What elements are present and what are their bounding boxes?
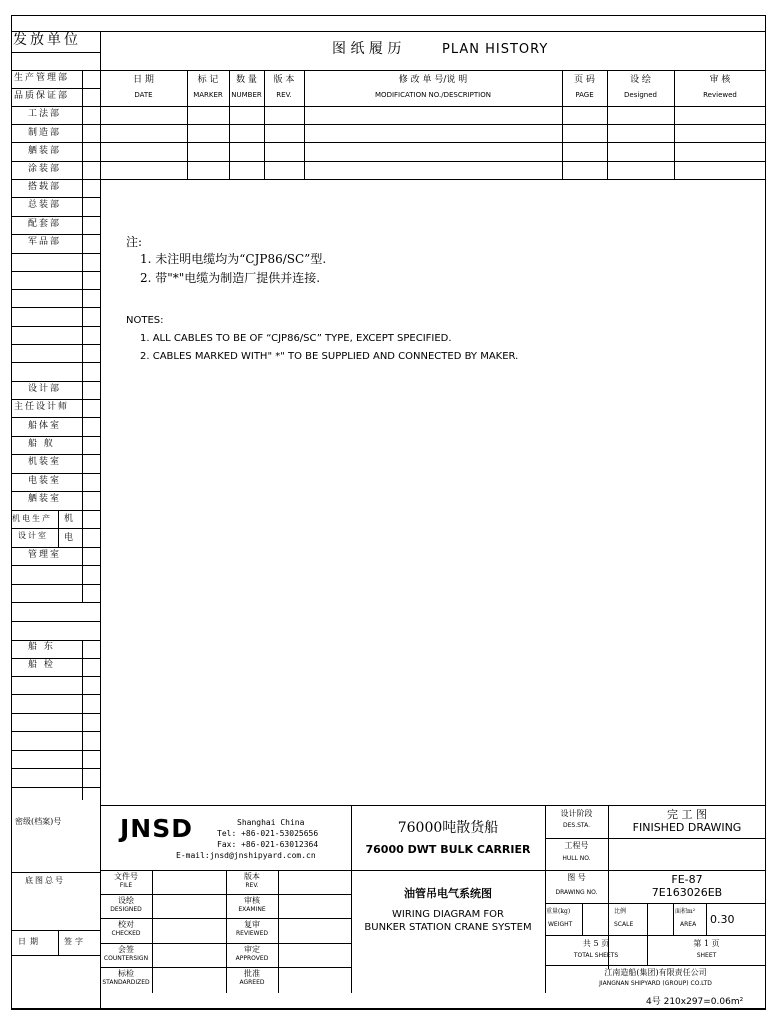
company-fax: Fax: +86-021-63012364 bbox=[217, 840, 319, 849]
jdsc-left-label-1: 机电生产 bbox=[12, 514, 52, 523]
company-name-en: JIANGNAN SHIPYARD (GROUP) CO.LTD bbox=[599, 980, 712, 987]
sig-row-2-left-cn: 校对 bbox=[118, 920, 134, 929]
date-label: 日期 bbox=[18, 937, 42, 946]
notes-en-item-1: 1. ALL CABLES TO BE OF “CJP86/SC” TYPE, EXCEPT SPECIFIED. bbox=[140, 333, 452, 344]
plan-history-col-en-5: PAGE bbox=[575, 91, 594, 99]
sig-row-1-right-en: EXAMINE bbox=[238, 906, 266, 913]
design-department-label-4: 机装室 bbox=[28, 457, 62, 468]
company-logo: JNSD bbox=[120, 814, 193, 843]
plan-history-col-cn-5: 页 码 bbox=[574, 75, 595, 85]
sig-row-1-left-en: DESIGNED bbox=[110, 906, 142, 913]
department-label-1: 品质保证部 bbox=[14, 91, 70, 102]
plan-history-col-en-7: Reviewed bbox=[703, 91, 737, 99]
notes-cn-heading: 注: bbox=[126, 235, 143, 249]
scale-en: SCALE bbox=[614, 921, 634, 928]
drawing-title-en-1: WIRING DIAGRAM FOR bbox=[392, 909, 504, 920]
jdsc-left-label-2: 设计室 bbox=[18, 531, 48, 540]
notes-cn-item-2: 2. 带"*"电缆为制造厂提供并连接. bbox=[140, 271, 321, 285]
plan-history-col-cn-2: 数 量 bbox=[236, 75, 257, 85]
plan-history-col-cn-1: 标 记 bbox=[197, 75, 219, 85]
signature-label: 签字 bbox=[64, 937, 86, 946]
total-sheets-en: TOTAL SHEETS bbox=[573, 952, 619, 959]
sig-row-3-left-en: COUNTERSIGN bbox=[103, 955, 149, 962]
department-label-0: 生产管理部 bbox=[14, 73, 70, 83]
jdsc-right-label-1: 机 bbox=[64, 514, 76, 524]
paper-size: 4号 210x297=0.06m² bbox=[646, 997, 744, 1007]
scale-cn: 比例 bbox=[614, 908, 627, 915]
sig-row-0-left-cn: 文件号 bbox=[114, 872, 138, 881]
stage-en: FINISHED DRAWING bbox=[632, 821, 742, 834]
sig-row-4-right-cn: 批准 bbox=[244, 969, 260, 978]
sig-row-3-right-cn: 审定 bbox=[244, 945, 260, 954]
company-email: E-mail:jnsd@jnshipyard.com.cn bbox=[176, 851, 316, 860]
department-label-4: 舾装部 bbox=[28, 145, 62, 156]
sig-row-0-left-en: FILE bbox=[119, 882, 133, 889]
plan-history-col-en-1: MARKER bbox=[193, 91, 223, 99]
hull-no-en: HULL NO. bbox=[562, 855, 591, 862]
plan-history-title-cn: 图 纸 履 历 bbox=[332, 41, 402, 57]
sig-row-1-left-cn: 设绘 bbox=[118, 896, 134, 905]
main-border bbox=[11, 31, 766, 1010]
area-cn: 面积m² bbox=[675, 908, 696, 915]
plan-history-col-en-6: Designed bbox=[624, 91, 657, 99]
plan-history-col-cn-4: 修 改 单 号/说 明 bbox=[398, 75, 468, 85]
ship-inspection-label: 船 检 bbox=[28, 660, 55, 670]
drawing-no-cn: 图 号 bbox=[567, 873, 586, 882]
design-department-label-3: 船 舣 bbox=[28, 438, 55, 449]
drawing-no-line-1: FE-87 bbox=[671, 873, 703, 886]
notes-en-item-2: 2. CABLES MARKED WITH" *" TO BE SUPPLIED AND CONNECTED BY MAKER. bbox=[140, 351, 519, 362]
area-value: 0.30 bbox=[710, 913, 735, 926]
area-en: AREA bbox=[680, 921, 697, 928]
left-header: 发放单位 bbox=[13, 32, 81, 48]
sheet-cn: 第 1 页 bbox=[693, 939, 720, 948]
secret-level-label: 密级(档案)号 bbox=[15, 817, 62, 826]
department-label-7: 总装部 bbox=[28, 200, 62, 211]
company-city: Shanghai China bbox=[237, 818, 305, 827]
ship-name-cn: 76000吨散货船 bbox=[397, 820, 499, 836]
sig-row-3-left-cn: 会签 bbox=[118, 945, 134, 954]
des-sta-en: DES.STA. bbox=[562, 822, 591, 829]
sig-row-0-right-en: REV. bbox=[245, 882, 259, 889]
plan-history-col-cn-3: 版 本 bbox=[273, 75, 295, 85]
plan-history-col-en-0: DATE bbox=[134, 91, 153, 99]
plan-history-col-en-3: REV. bbox=[276, 91, 292, 99]
sig-row-1-right-cn: 审核 bbox=[244, 896, 260, 905]
base-drawing-no-label: 底图总号 bbox=[25, 876, 65, 885]
ship-east-label: 船 东 bbox=[28, 642, 55, 652]
weight-cn: 重量(kg) bbox=[546, 908, 571, 915]
drawing-title-cn: 油管吊电气系统图 bbox=[404, 887, 492, 900]
department-label-9: 军品部 bbox=[28, 236, 62, 247]
drawing-no-en: DRAWING NO. bbox=[555, 889, 598, 896]
plan-history-col-cn-0: 日 期 bbox=[133, 75, 154, 85]
design-department-label-5: 电装室 bbox=[28, 475, 62, 486]
des-sta-cn: 设计阶段 bbox=[560, 809, 593, 818]
company-tel: Tel: +86-021-53025656 bbox=[217, 829, 319, 838]
notes-cn-item-1: 1. 未注明电缆均为“CJP86/SC”型. bbox=[140, 252, 327, 266]
design-department-label-6: 舾装室 bbox=[28, 493, 62, 504]
department-label-5: 涂装部 bbox=[28, 164, 62, 174]
left-subcolumn-divider bbox=[82, 70, 83, 602]
plan-history-col-en-2: NUMBER bbox=[231, 91, 262, 99]
hull-no-cn: 工程号 bbox=[564, 841, 589, 850]
department-label-3: 制造部 bbox=[28, 127, 62, 138]
sig-row-4-left-cn: 标检 bbox=[118, 969, 134, 978]
management-label: 管理室 bbox=[28, 550, 62, 560]
design-department-label-0: 设计部 bbox=[28, 384, 62, 394]
sig-row-0-right-cn: 版本 bbox=[244, 872, 260, 881]
department-label-8: 配套部 bbox=[28, 218, 62, 229]
sig-row-2-right-cn: 复审 bbox=[244, 920, 260, 929]
left-column-divider bbox=[100, 31, 101, 1009]
sheet-en: SHEET bbox=[696, 952, 717, 959]
design-department-label-2: 船体室 bbox=[28, 420, 62, 431]
notes-en-heading: NOTES: bbox=[126, 315, 164, 326]
sig-row-2-right-en: REVIEWED bbox=[236, 930, 268, 937]
department-label-6: 搭载部 bbox=[28, 182, 62, 193]
drawing-no-line-2: 7E163026EB bbox=[651, 886, 723, 899]
stage-cn: 完 工 图 bbox=[667, 808, 707, 821]
plan-history-col-en-4: MODIFICATION NO./DESCRIPTION bbox=[375, 91, 491, 99]
plan-history-title-en: PLAN HISTORY bbox=[442, 42, 549, 57]
company-name-cn: 江南造船(集团)有限责任公司 bbox=[604, 968, 707, 977]
sig-row-2-left-en: CHECKED bbox=[111, 930, 141, 937]
plan-history-col-cn-7: 审 核 bbox=[709, 75, 731, 85]
drawing-title-en-2: BUNKER STATION CRANE SYSTEM bbox=[364, 922, 532, 933]
ship-name-en: 76000 DWT BULK CARRIER bbox=[365, 843, 531, 856]
plan-history-col-cn-6: 设 绘 bbox=[630, 75, 651, 85]
sig-row-3-right-en: APPROVED bbox=[235, 955, 269, 962]
weight-en: WEIGHT bbox=[548, 921, 573, 928]
sig-row-4-left-en: STANDARDIZED bbox=[102, 979, 150, 986]
jdsc-right-label-2: 电 bbox=[64, 533, 76, 543]
total-sheets-cn: 共 5 页 bbox=[582, 939, 610, 948]
sig-row-4-right-en: AGREED bbox=[239, 979, 265, 986]
design-department-label-1: 主任设计师 bbox=[14, 402, 70, 413]
department-label-2: 工法部 bbox=[28, 109, 62, 120]
